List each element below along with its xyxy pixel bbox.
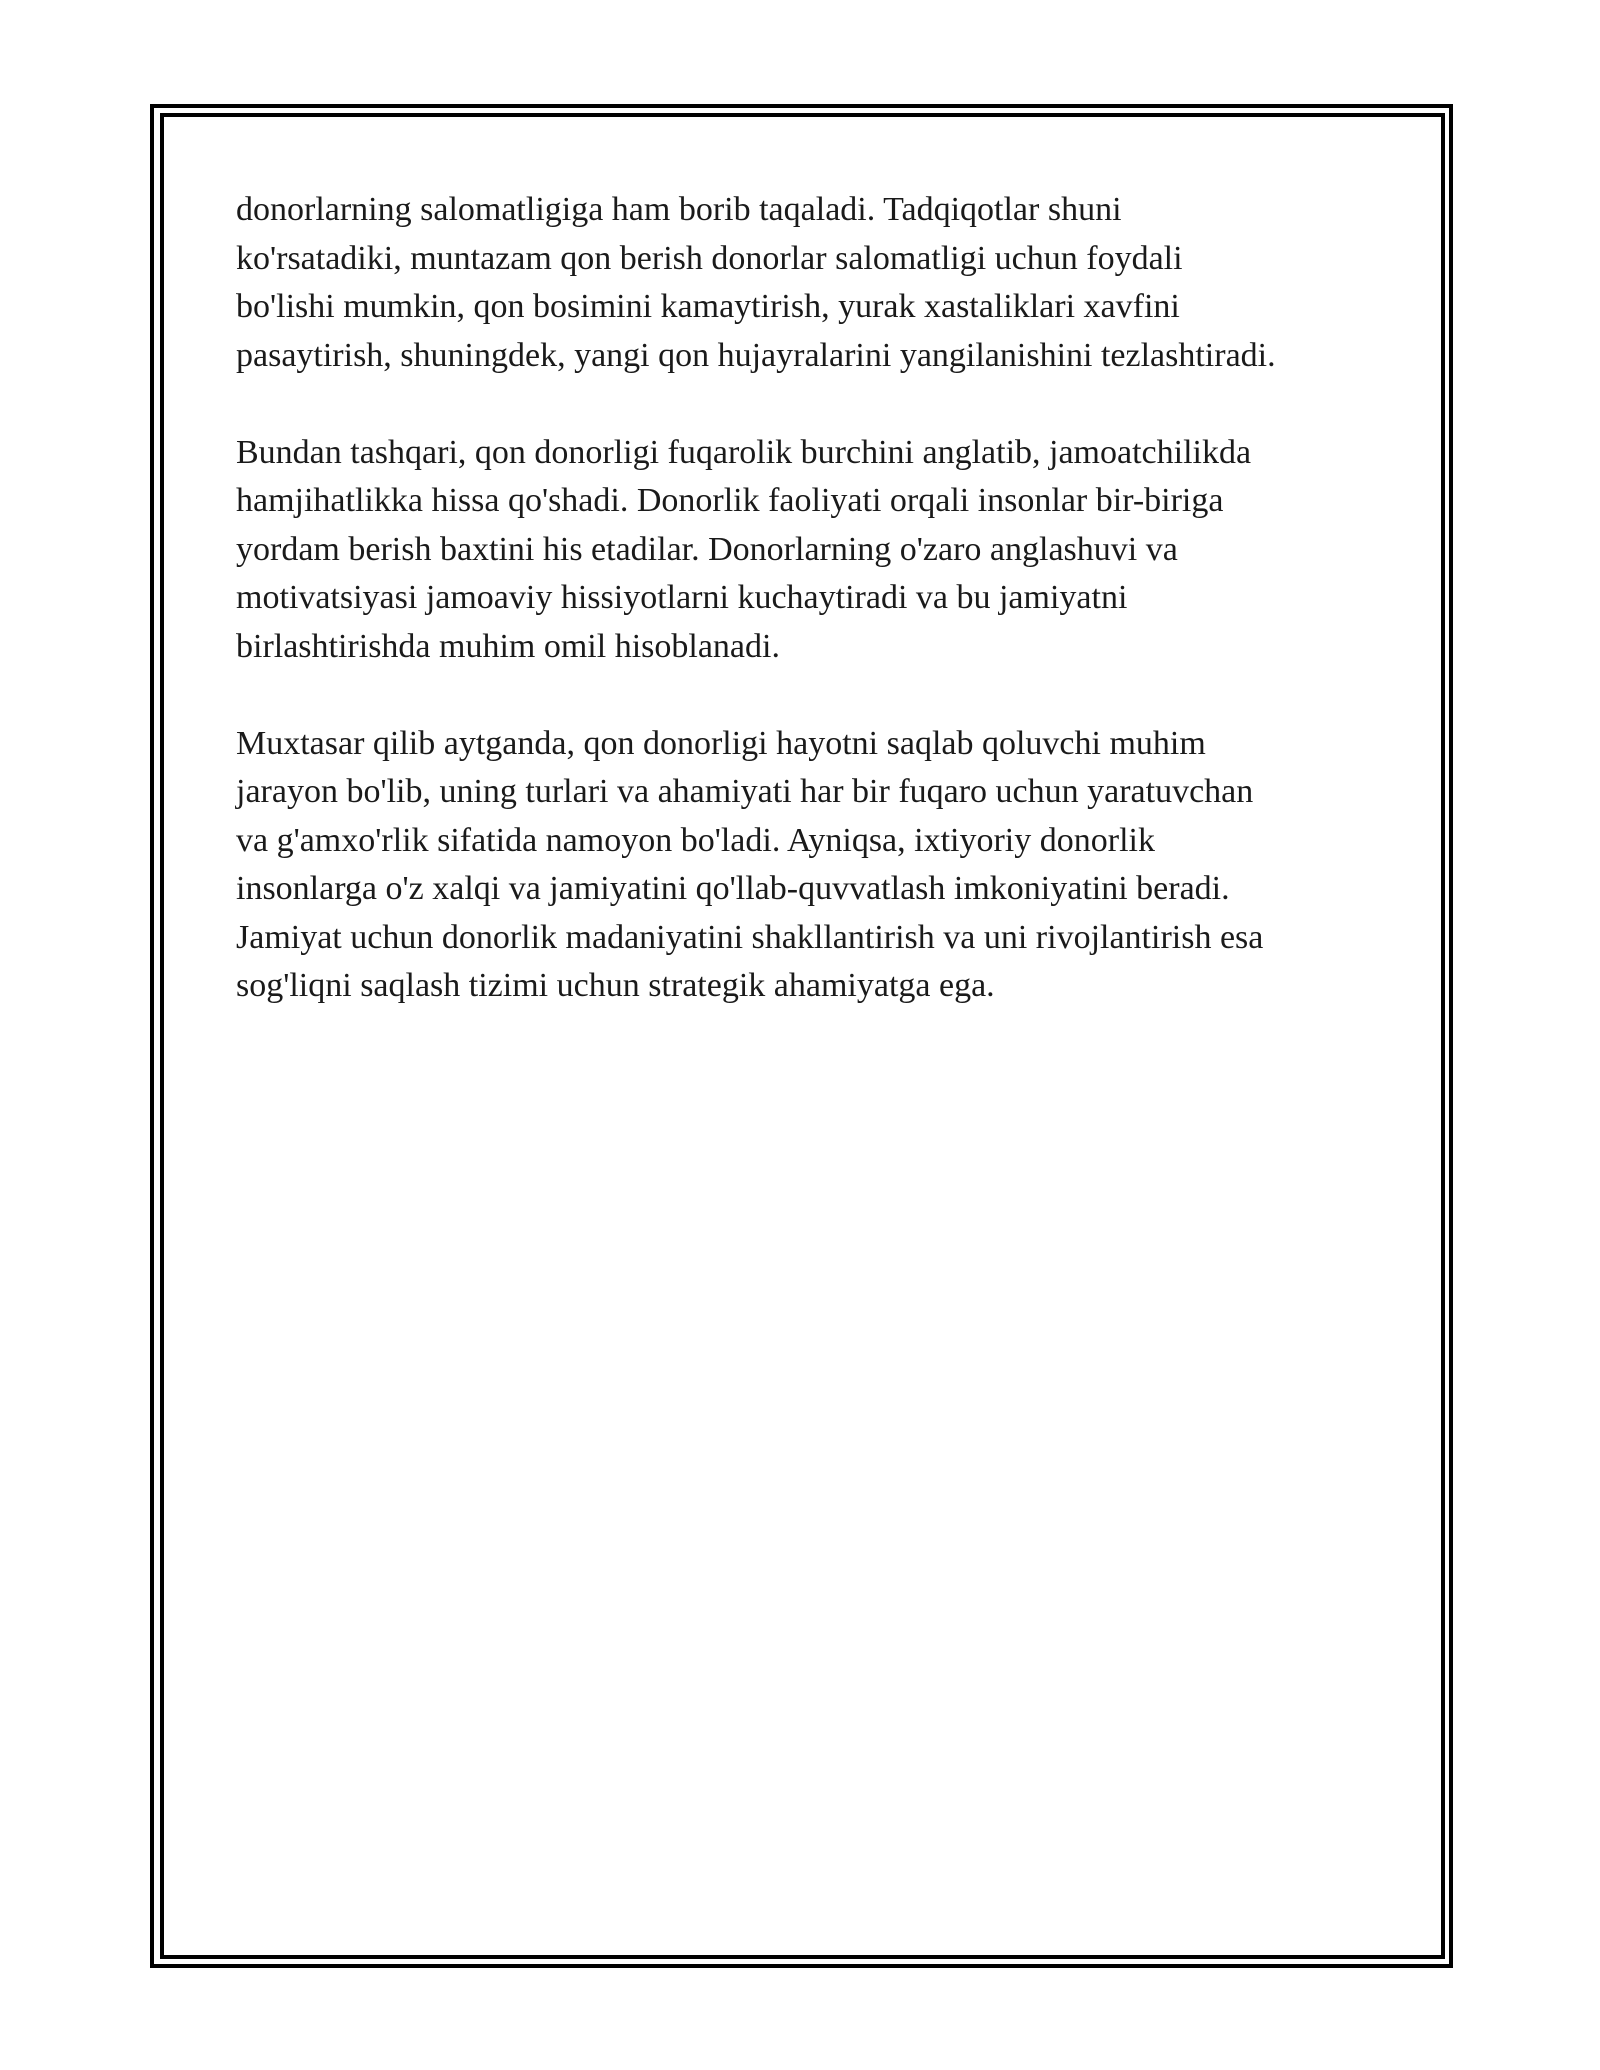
text-line: hamjihatlikka hissa qo'shadi. Donorlik faoliyati orqali insonlar bir-biriga [236, 482, 1224, 519]
paragraph-2 [236, 429, 1376, 672]
paragraph-3 [236, 720, 1376, 1011]
text-line: va g'amxo'rlik sifatida namoyon bo'ladi. Ayniqsa, ixtiyoriy donorlik [236, 821, 1155, 859]
text-line: ko'rsatadiki, muntazam qon berish donorlar salomatligi uchun foydali [236, 239, 1183, 277]
text-line: jarayon bo'lib, uning turlari va ahamiyati har bir fuqaro uchun yaratuvchan [236, 773, 1254, 810]
text-line: Jamiyat uchun donorlik madaniyatini shakllantirish va uni rivojlantirish esa [236, 918, 1264, 956]
text-line: Bundan tashqari, qon donorligi fuqarolik burchini anglatib, jamoatchilikda [236, 433, 1252, 471]
document-body [236, 186, 1376, 1059]
text-line: sog'liqni saqlash tizimi uchun strategik ahamiyatga ega. [236, 967, 995, 1004]
text-line: Muxtasar qilib aytganda, qon donorligi hayotni saqlab qoluvchi muhim [236, 724, 1206, 762]
text-line: yordam berish baxtini his etadilar. Donorlarning o'zaro anglashuvi va [236, 530, 1178, 568]
text-line: bo'lishi mumkin, qon bosimini kamaytirish, yurak xastaliklari xavfini [236, 288, 1180, 325]
text-line: insonlarga o'z xalqi va jamiyatini qo'llab-quvvatlash imkoniyatini beradi. [236, 870, 1230, 907]
paragraph-1 [236, 186, 1376, 380]
text-line: pasaytirish, shuningdek, yangi qon hujayralarini yangilanishini tezlashtiradi. [236, 336, 1276, 374]
text-line: donorlarning salomatligiga ham borib taqaladi. Tadqiqotlar shuni [236, 191, 1122, 228]
text-line: birlashtirishda muhim omil hisoblanadi. [236, 627, 780, 665]
text-line: motivatsiyasi jamoaviy hissiyotlarni kuchaytiradi va bu jamiyatni [236, 579, 1128, 616]
